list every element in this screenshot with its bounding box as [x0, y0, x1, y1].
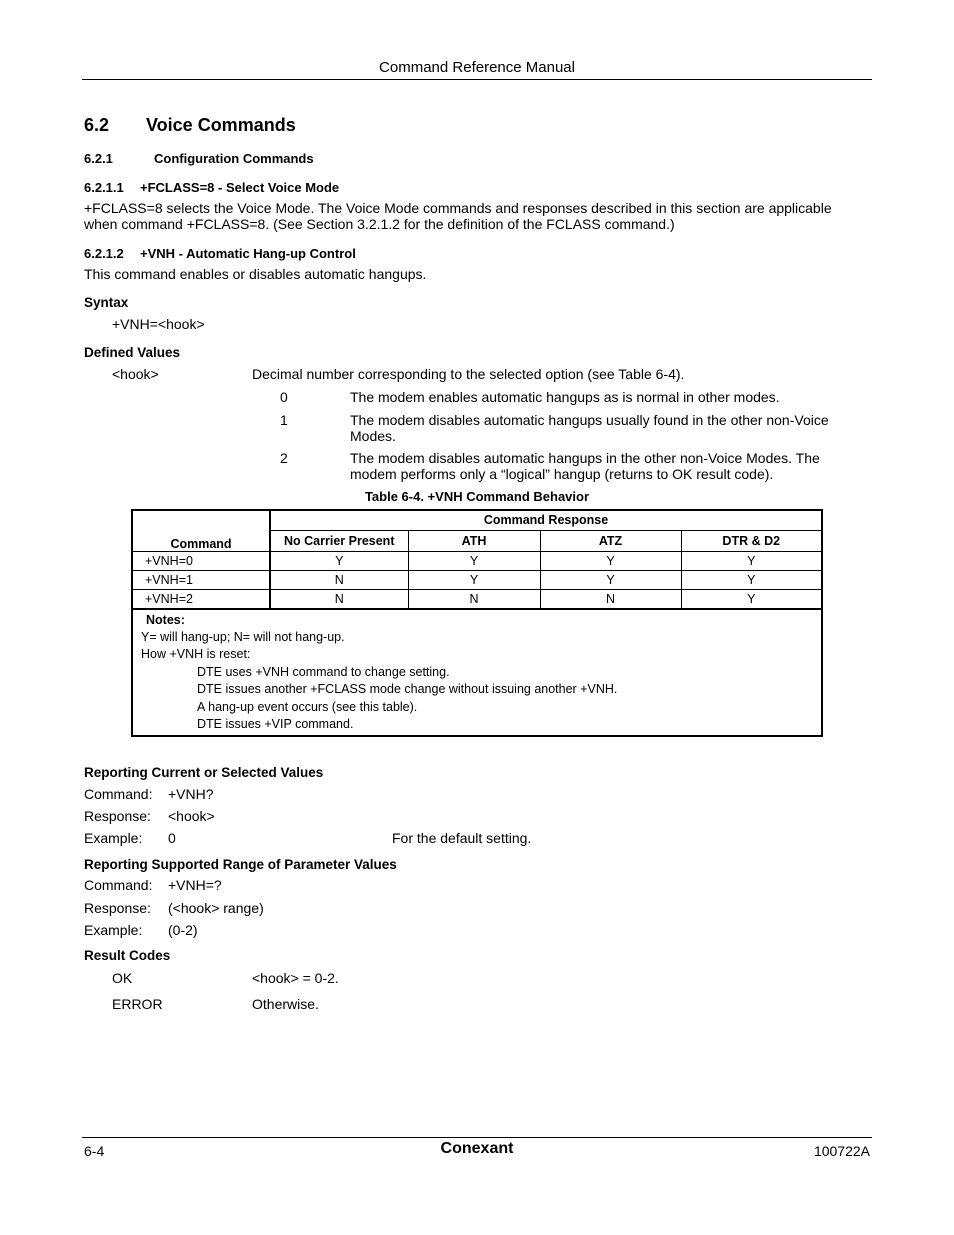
footer-page-number: 6-4 [84, 1143, 105, 1159]
fclass-body-line1: +FCLASS=8 selects the Voice Mode. The Voice Mode commands and responses described in this section are applicable [84, 200, 832, 216]
fclass-body-line2: when command +FCLASS=8. (See Section 3.2.1.2 for the definition of the FCLASS command.) [84, 216, 675, 232]
table-caption: Table 6-4. +VNH Command Behavior [364, 489, 590, 504]
reset-item: A hang-up event occurs (see this table). [197, 699, 418, 714]
cell-ath: N [408, 589, 540, 609]
vnh-behavior-table [131, 509, 823, 737]
option-text: The modem enables automatic hangups as is normal in other modes. [350, 389, 780, 405]
cell-atz: Y [540, 570, 681, 589]
defined-param: <hook> [112, 366, 159, 382]
cell-no-carrier: N [270, 589, 408, 609]
header-rule [82, 79, 872, 80]
notes-title: Notes: [146, 612, 185, 627]
footer-doc-number: 100722A [813, 1143, 870, 1159]
cell-no-carrier: N [270, 570, 408, 589]
supported-example-label: Example: [84, 922, 143, 938]
cell-dtr-d2: Y [681, 589, 822, 609]
vnh-title: +VNH - Automatic Hang-up Control [140, 246, 356, 261]
current-example-note: For the default setting. [392, 830, 532, 846]
supported-response-label: Response: [84, 900, 151, 916]
header-atz: ATZ [540, 530, 681, 551]
result-meaning: <hook> = 0-2. [252, 970, 339, 986]
table-row [132, 570, 822, 589]
notes-legend: Y= will hang-up; N= will not hang-up. [141, 629, 345, 644]
header-dtr-d2: DTR & D2 [681, 530, 822, 551]
current-command-label: Command: [84, 786, 153, 802]
vnh-body: This command enables or disables automatic hangups. [84, 266, 427, 282]
option-value: 0 [280, 389, 288, 405]
result-code: OK [112, 970, 133, 986]
section-number: 6.2 [84, 115, 110, 135]
supported-command-label: Command: [84, 877, 153, 893]
current-example: 0 [168, 830, 176, 846]
reset-item: DTE issues another +FCLASS mode change without issuing another +VNH. [197, 682, 618, 697]
defined-description: Decimal number corresponding to the selected option (see Table 6-4). [252, 366, 685, 382]
current-response: <hook> [168, 808, 215, 824]
cell-dtr-d2: Y [681, 551, 822, 570]
table-row [132, 589, 822, 609]
current-command: +VNH? [168, 786, 214, 802]
fclass-title: +FCLASS=8 - Select Voice Mode [140, 180, 340, 195]
current-response-label: Response: [84, 808, 151, 824]
supported-response: (<hook> range) [168, 900, 264, 916]
table-row [132, 551, 822, 570]
option-value: 2 [280, 450, 288, 466]
subsection-number: 6.2.1 [84, 151, 113, 166]
header-command: Command [132, 510, 270, 551]
header-ath: ATH [408, 530, 540, 551]
cell-command: +VNH=1 [132, 570, 270, 589]
reset-item: DTE issues +VIP command. [197, 716, 354, 731]
supported-example: (0-2) [168, 922, 198, 938]
result-code: ERROR [112, 996, 163, 1012]
defined-values-heading: Defined Values [84, 345, 181, 360]
result-codes-heading: Result Codes [84, 948, 171, 963]
option-text: The modem disables automatic hangups in the other non-Voice Modes. The [350, 450, 820, 466]
result-meaning: Otherwise. [252, 996, 319, 1012]
cell-dtr-d2: Y [681, 570, 822, 589]
section-title: Voice Commands [146, 115, 296, 135]
header-no-carrier: No Carrier Present [270, 530, 408, 551]
reporting-supported-heading: Reporting Supported Range of Parameter Values [84, 857, 397, 872]
reset-item: DTE uses +VNH command to change setting. [197, 664, 450, 679]
cell-ath: Y [408, 551, 540, 570]
cell-command: +VNH=0 [132, 551, 270, 570]
header-command-response: Command Response [270, 510, 822, 530]
cell-atz: Y [540, 551, 681, 570]
current-example-label: Example: [84, 830, 143, 846]
vnh-number: 6.2.1.2 [84, 246, 124, 261]
cell-command: +VNH=2 [132, 589, 270, 609]
syntax-heading: Syntax [84, 295, 129, 310]
option-value: 1 [280, 412, 288, 428]
syntax-value: +VNH=<hook> [112, 316, 205, 332]
cell-ath: Y [408, 570, 540, 589]
option-text: The modem disables automatic hangups usually found in the other non-Voice [350, 412, 829, 428]
option-text-cont: modem performs only a “logical” hangup (returns to OK result code). [350, 466, 774, 482]
running-header: Command Reference Manual [379, 59, 575, 76]
cell-no-carrier: Y [270, 551, 408, 570]
footer-company: Conexant [440, 1140, 514, 1157]
cell-atz: N [540, 589, 681, 609]
notes-reset-intro: How +VNH is reset: [141, 647, 251, 662]
subsection-title: Configuration Commands [154, 151, 314, 166]
fclass-number: 6.2.1.1 [84, 180, 124, 195]
footer-rule [82, 1137, 872, 1138]
option-text-cont: Modes. [350, 428, 396, 444]
table-notes [132, 609, 822, 737]
supported-command: +VNH=? [168, 877, 222, 893]
reporting-current-heading: Reporting Current or Selected Values [84, 765, 324, 780]
